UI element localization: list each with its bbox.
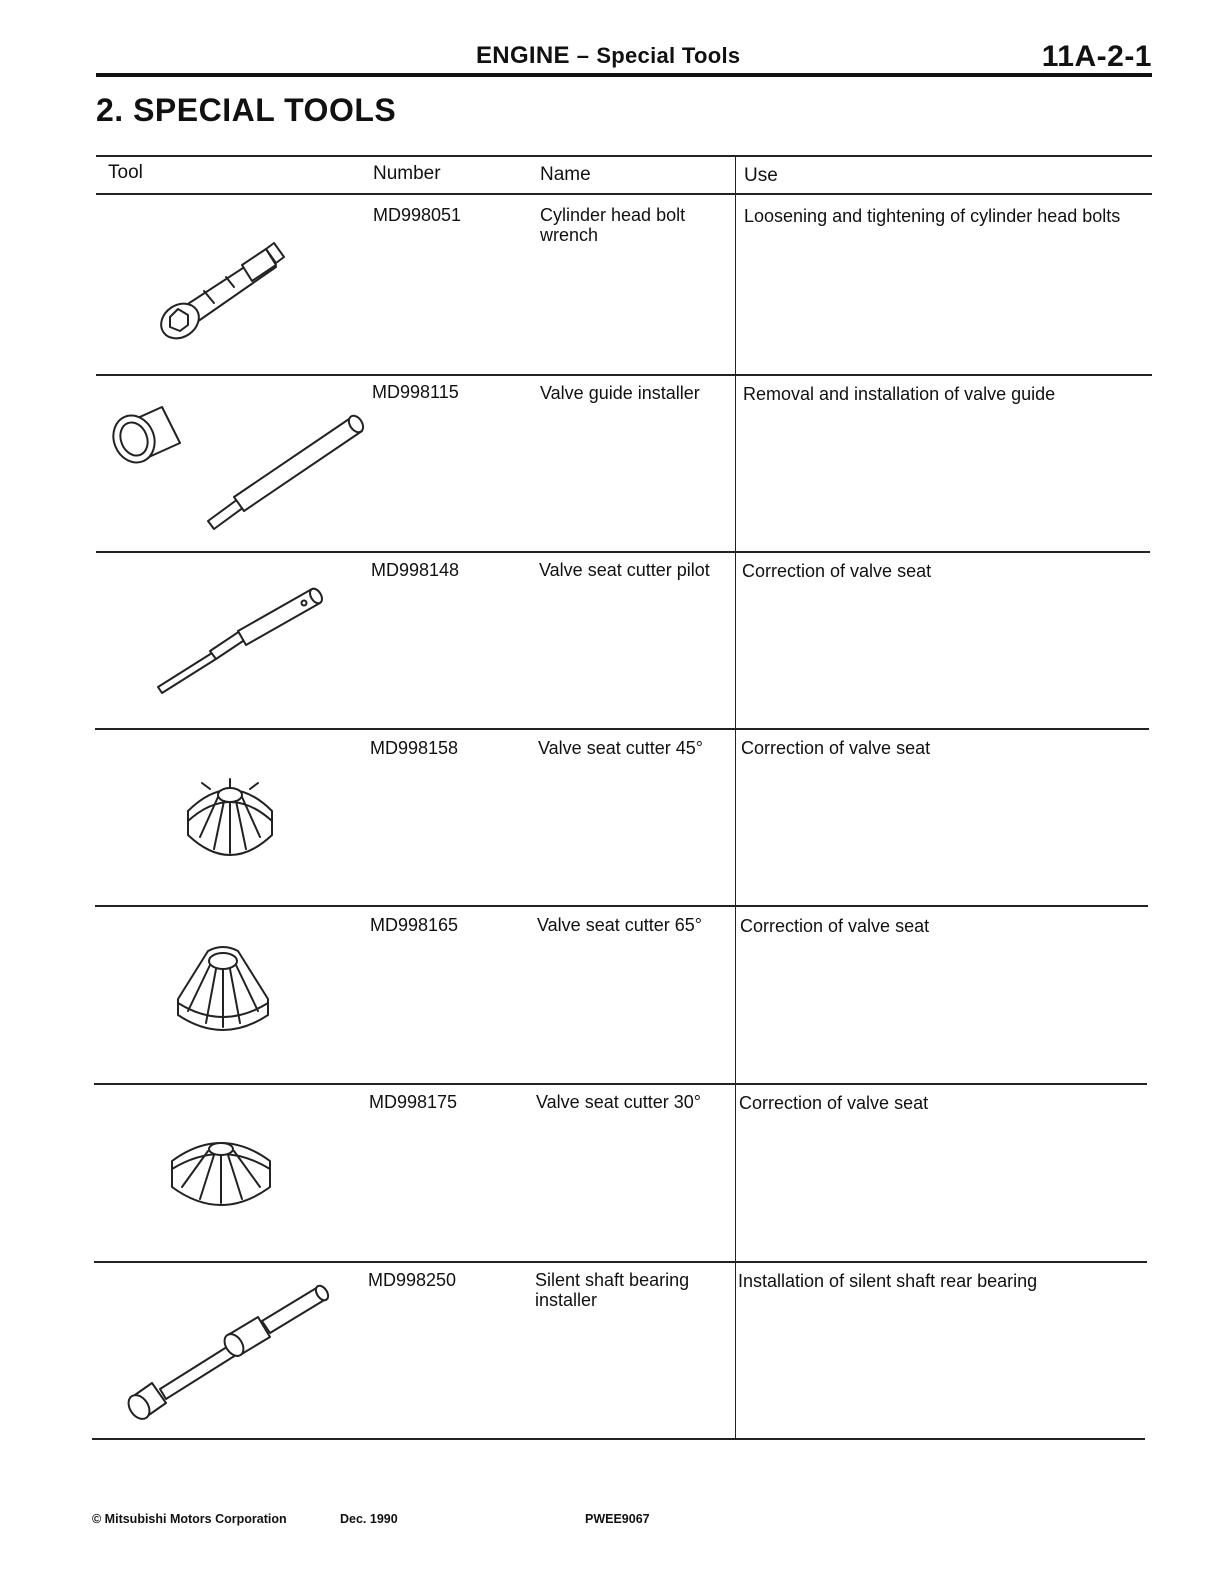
tool-use: Correction of valve seat xyxy=(740,916,930,936)
tool-use: Removal and installation of valve guide xyxy=(743,384,1056,404)
valve-seat-cutter-pilot-icon xyxy=(152,587,332,702)
footer-date: Dec. 1990 xyxy=(340,1512,398,1526)
tool-name: Valve seat cutter pilot xyxy=(539,560,710,580)
tool-number: MD998165 xyxy=(370,915,459,935)
header-rule xyxy=(96,73,1152,77)
tool-number: MD998158 xyxy=(370,738,459,758)
tool-number: MD998175 xyxy=(369,1092,458,1112)
column-header-name: Name xyxy=(540,164,591,185)
tool-use: Correction of valve seat xyxy=(739,1093,929,1113)
valve-seat-cutter-icon xyxy=(168,941,278,1046)
row-rule xyxy=(95,728,1149,730)
tool-name: Valve guide installer xyxy=(540,383,700,403)
footer-code: PWEE9067 xyxy=(585,1512,650,1526)
page-title: 2. SPECIAL TOOLS xyxy=(96,92,397,128)
row-rule xyxy=(96,551,1150,553)
tool-use: Correction of valve seat xyxy=(742,561,932,581)
page-number: 11A-2-1 xyxy=(1041,40,1152,73)
tool-number: MD998115 xyxy=(372,382,459,402)
table-bottom-rule xyxy=(92,1438,1145,1440)
tool-number: MD998051 xyxy=(373,205,462,225)
column-header-tool: Tool xyxy=(108,162,143,183)
table-top-rule xyxy=(96,155,1152,157)
header-dash: – xyxy=(576,43,590,68)
tool-use: Installation of silent shaft rear bearing xyxy=(738,1271,1038,1291)
tool-name: Silent shaft bearing installer xyxy=(535,1270,690,1310)
use-column-divider xyxy=(735,155,736,1438)
row-rule xyxy=(95,905,1148,907)
tool-name: Cylinder head bolt wrench xyxy=(540,205,686,245)
cylinder-head-bolt-wrench-icon xyxy=(154,235,304,360)
header-section: ENGINE xyxy=(476,42,570,69)
column-header-use: Use xyxy=(744,165,778,186)
silent-shaft-bearing-installer-icon xyxy=(122,1283,332,1428)
running-header xyxy=(476,42,740,70)
row-rule xyxy=(94,1083,1147,1085)
valve-guide-installer-icon xyxy=(104,399,374,539)
valve-seat-cutter-icon xyxy=(166,1135,276,1220)
table-header-rule xyxy=(96,193,1152,195)
column-header-number: Number xyxy=(373,163,441,184)
tool-name: Valve seat cutter 30° xyxy=(536,1092,701,1112)
row-rule xyxy=(94,1261,1147,1263)
tool-number: MD998148 xyxy=(371,560,460,580)
tool-name: Valve seat cutter 45° xyxy=(538,738,703,758)
valve-seat-cutter-icon xyxy=(180,775,280,870)
header-subsection: Special Tools xyxy=(596,43,741,68)
row-rule xyxy=(96,374,1152,376)
footer-copyright: © Mitsubishi Motors Corporation xyxy=(92,1512,287,1526)
tool-number: MD998250 xyxy=(368,1270,457,1290)
tool-name: Valve seat cutter 65° xyxy=(537,915,702,935)
tool-use: Correction of valve seat xyxy=(741,738,931,758)
tool-use: Loosening and tightening of cylinder head bolts xyxy=(744,206,1121,226)
